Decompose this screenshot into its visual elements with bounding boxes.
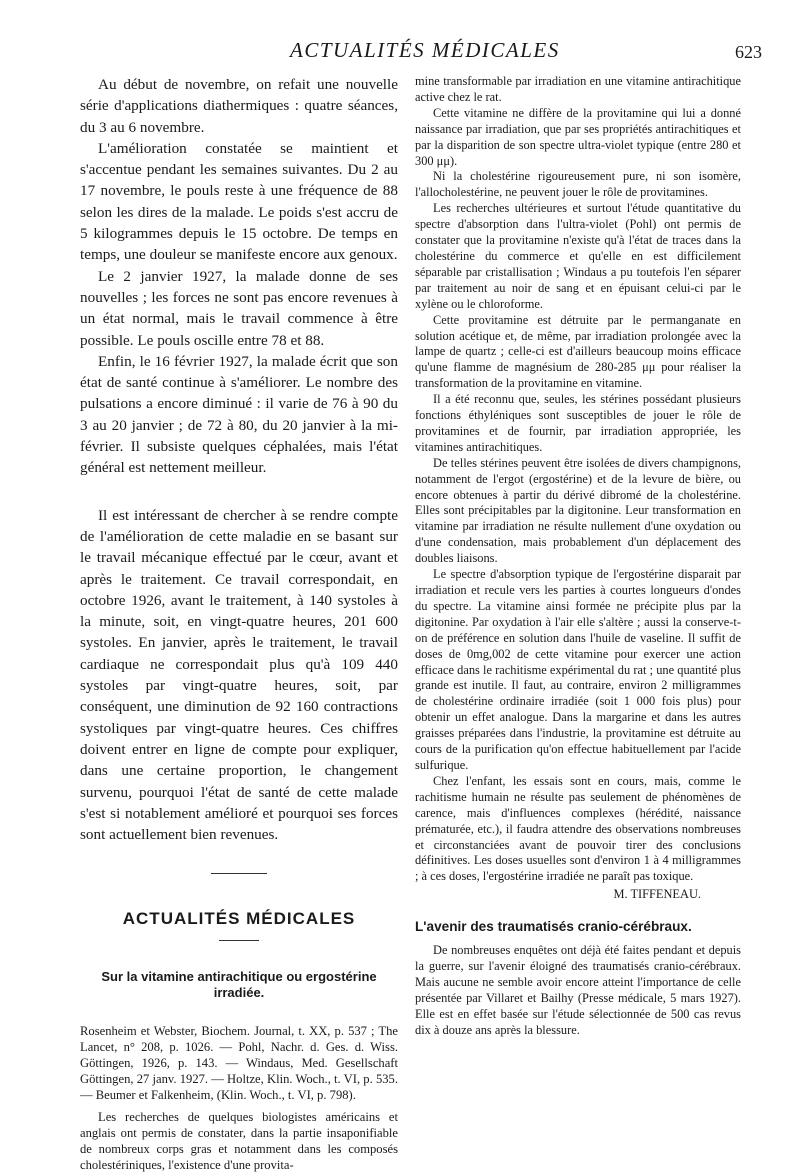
left-paragraph-4: Enfin, le 16 février 1927, la malade écrit que son état de santé continue à s'améliorer. Le nombre des pulsations a encore diminué : il varie de 76 à 90 du 3 au 20 janvier ; de 72 à 80, du 20 janvier à la mi-février. Il subsiste quelques céphalées, mais l'état général est nettement meilleur.: [80, 352, 398, 477]
left-column: [80, 74, 398, 1173]
right-paragraph-2: Cette vitamine ne diffère de la provitamine qui lui a donné naissance par irradiation, que par ses propriétés antirachitiques et par la disparition de son spectre ultra-violet typique (entre 280 et 300 μμ).: [415, 105, 741, 168]
article2-title: L'avenir des traumatisés cranio-cérébraux.: [415, 919, 692, 935]
section-title: ACTUALITÉS MÉDICALES: [122, 909, 356, 929]
page-number: 623: [735, 42, 762, 62]
running-title: ACTUALITÉS MÉDICALES: [290, 38, 560, 62]
right-paragraph-7: De telles stérines peuvent être isolées de divers champignons, notamment de l'ergot (ergostérine) et de la levure de bière, ou encore obtenues à partir du dérivé dibromé de la cholestérine. Elles sont précipitables par la digitonine. Leur transformation en vitamine par irradiation ne résulte nullement d'une oxydation ou d'une condensation, mais probablement d'un déplacement des doubles liaisons.: [415, 455, 741, 566]
right-paragraph-9: Chez l'enfant, les essais sont en cours, mais, comme le rachitisme humain ne résulte pas seulement de phénomènes de carence, mais d'influences complexes (hérédité, naissance prématurée, etc.), il faudra attendre des observations nombreuses et circonstanciées avant de pouvoir tirer des conclusions définitives. Les doses usuelles sont d'environ 1 à 4 milligrammes ; à ces doses, l'ergostérine irradiée ne paraît pas toxique.: [415, 773, 741, 884]
author-signature: M. TIFFENEAU.: [613, 887, 701, 902]
right-paragraph-6: Il a été reconnu que, seules, les stérines possédant plusieurs fonctions éthyléniques sont susceptibles de jouer le rôle de provitamines et de fournir, par irradiation appropriée, les vitamines antirachitiques.: [415, 392, 741, 454]
right-paragraph-5: Cette provitamine est détruite par le permanganate en solution acétique et, de même, par irradiation prolongée avec la lampe de quartz ; celle-ci est d'ailleurs beaucoup moins efficace qu'une flamme de magnésium de 280-285 μμ pour réaliser la transformation de la provitamine en vitamine.: [415, 312, 741, 391]
right-paragraph-4: Les recherches ultérieures et surtout l'étude quantitative du spectre d'absorption dans l'ultra-violet (Pohl) ont permis de constater que la provitamine n'existe qu'à l'état de traces dans la cholestérine du commerce et qu'elle en est difficilement séparable par cristallisation ; Windaus a pu toutefois l'en séparer par traitement au noir de sang et en épuisant celui-ci par le xylène ou le chloroforme.: [415, 201, 741, 311]
left-paragraph-3: Le 2 janvier 1927, la malade donne de ses nouvelles ; les forces ne sont pas encore revenues à un état normal, mais le travail commence à être possible. Le pouls oscille entre 78 et 88.: [80, 267, 398, 349]
right-paragraph-3: Ni la cholestérine rigoureusement pure, ni son isomère, l'allocholestérine, ne peuvent jouer le rôle de provitamines.: [415, 169, 741, 200]
left-paragraph-1: Au début de novembre, on refait une nouvelle série d'applications diathermiques : quatre séances, du 3 au 6 novembre.: [80, 76, 398, 136]
article-title: Sur la vitamine antirachitique ou ergostérine irradiée.: [101, 968, 377, 1000]
left-paragraph-5: Il est intéressant de chercher à se rendre compte de l'amélioration de cette maladie en se basant sur le travail mécanique effectué par le cœur, avant et après le traitement. Ce travail correspondait, en octobre 1926, avant le traitement, à 140 systoles à la minute, soit, en vingt-quatre heures, 201 600 systoles. En janvier, après le traitement, le travail cardiaque ne correspondait plus qu'à 109 440 systoles par vingt-quatre heures, soit, par conséquent, une diminution de 92 160 contractions systoliques par vingt-quatre heures. Ces chiffres doivent entrer en ligne de compte pour expliquer, dans une certaine proportion, le changement survenu, pourquoi l'état de santé de cette malade s'est si notablement amélioré et pourquoi ses forces sont actuellement bien revenues.: [80, 506, 398, 844]
left-paragraph-2: L'amélioration constatée se maintient et s'accentue pendant les semaines suivantes. Du 2 au 17 novembre, le pouls reste à une fréquence de 88 selon les dires de la malade. Le poids s'est accru de 5 kilogrammes depuis le 15 octobre. De temps en temps, une douleur se manifeste encore aux genoux.: [80, 139, 398, 264]
references: [80, 1023, 398, 1103]
references-text: Rosenheim et Webster, Biochem. Journal, t. XX, p. 537 ; The Lancet, n° 208, p. 1026. — Pohl, Nachr. d. Ges. d. Wiss. Göttingen, 1926, p. 143. — Windaus, Med. Gesellschaft Göttingen, 27 janv. 1927. — Holtze, Klin. Woch., t. VI, p. 535. — Beumer et Falkenheim, (Klin. Woch., t. VI, p. 798).: [80, 1023, 398, 1102]
right-paragraph-8: Le spectre d'absorption typique de l'ergostérine disparait par irradiation et recule vers les parties à courtes longueurs d'ondes du spectre. La vitamine ainsi formée ne précipite plus par la digitonine. Par oxydation à l'air elle s'altère ; aussi la conserve-t-on de préférence en solution dans l'huile de vaseline. Il suffit de doses de 0mg,002 de cette vitamine pour exercer une action efficace dans le rachitisme expérimental du rat ; une quantité plus grande est inutile. Il faut, au contraire, environ 2 milligrammes de cholestérine ordinaire irradiée (soit 1 000 fois plus) pour obtenir un effet analogue. Dans la margarine et dans les autres graisses préparées dans l'industrie, la provitamine est détruite au cours de la purification qu'on effectue habituellement par l'acide sulfurique.: [415, 567, 741, 772]
right-paragraph-1: mine transformable par irradiation en une vitamine antirachitique active chez le rat.: [415, 74, 741, 104]
title-underline: [219, 940, 259, 941]
article2-paragraph: De nombreuses enquêtes ont déjà été faites pendant et depuis la guerre, sur l'avenir éloigné des traumatisés cranio-cérébraux. Mais aucune ne semble avoir encore atteint l'importance de celle présentée par Villaret et Bailhy (Presse médicale, 5 mars 1927). Elle est en effet basée sur l'étude sélectionnée de 500 cas revus dix à douze ans après la blessure.: [415, 943, 741, 1037]
right-column: [415, 74, 741, 1038]
section-divider: [211, 873, 267, 874]
intro-paragraph: Les recherches de quelques biologistes américains et anglais ont permis de constater, dans la partie insaponifiable de nombreux corps gras et notamment dans les composés cholestériniques, l'existence d'une provita-: [80, 1109, 398, 1172]
